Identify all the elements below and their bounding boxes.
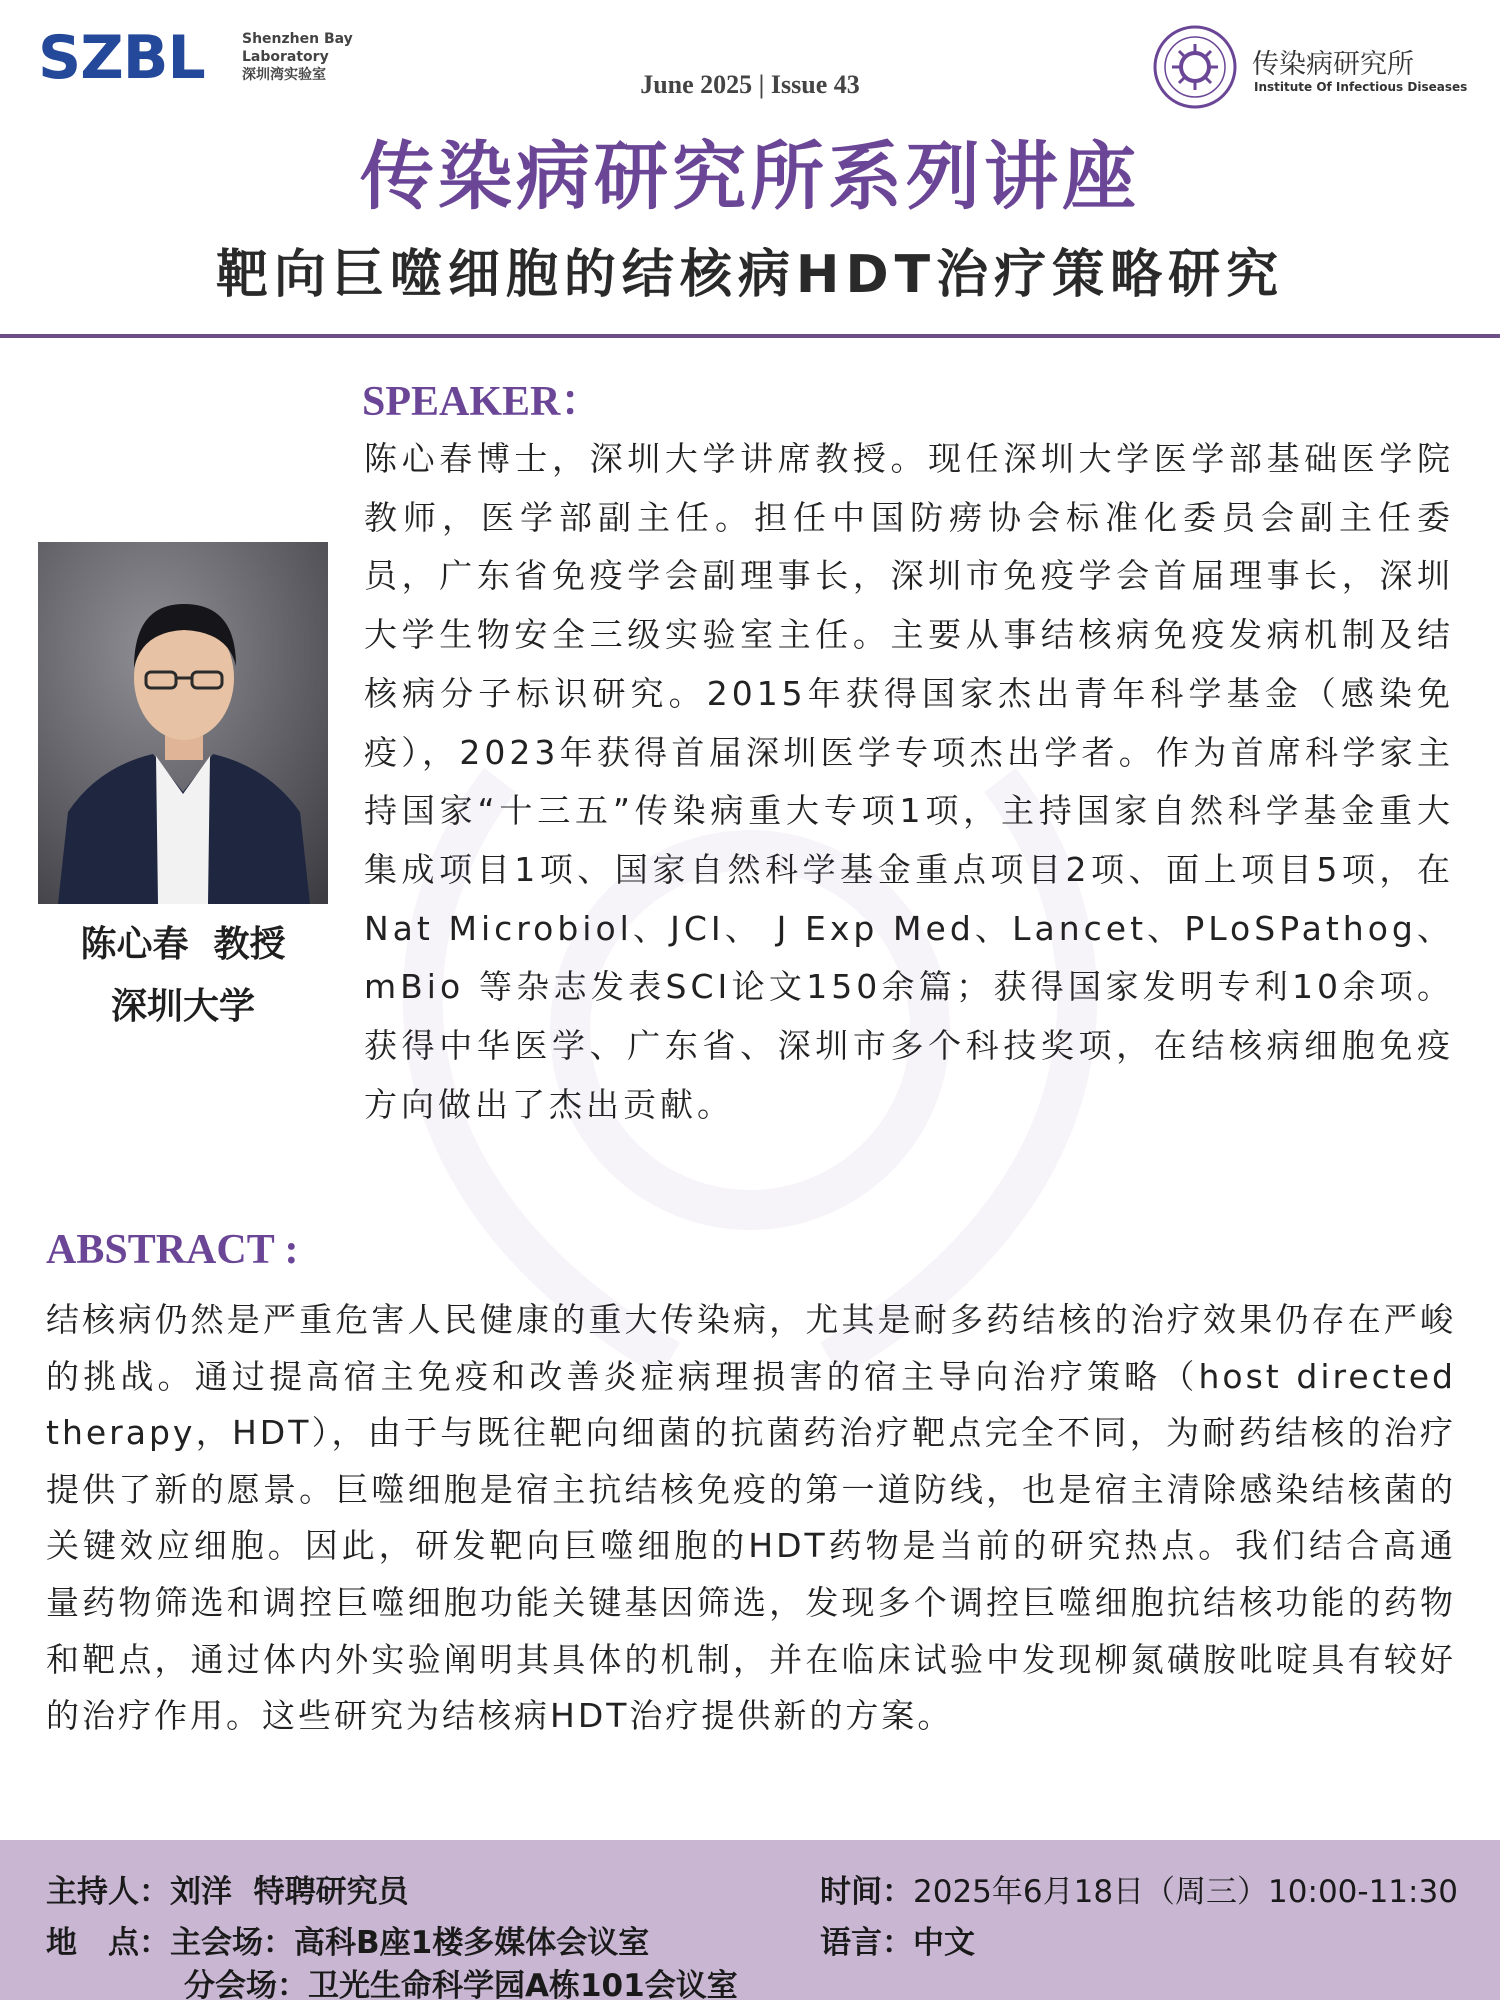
szbl-name-en-2: Laboratory [242,49,329,65]
host-row [46,1866,409,1911]
speaker-bio: 陈心春博士，深圳大学讲席教授。现任深圳大学医学部基础医学院教师，医学部副主任。担任中国防痨协会标准化委员会副主任委员，广东省免疫学会副理事长，深圳市免疫学会首届理事长，深圳大学生物安全三级实验室主任。主要从事结核病免疫发病机制及结核病分子标识研究。2015年获得国家杰出青年科学基金（感染免疫），2023年获得首届深圳医学专项杰出学者。作为首席科学家主持国家“十三五”传染病重大专项1项，主持国家自然科学基金重大集成项目1项、国家自然科学基金重点项目2项、面上项目5项，在Nat Microbiol、JCI、 J Exp Med、Lancet、PLoSPathog、mBio 等杂志发表SCI论文150余篇；获得国家发明专利10余项。获得中华医学、广东省、深圳市多个科技奖项，在结核病细胞免疫方向做出了杰出贡献。 [364,439,1454,1124]
venue-main-value: 高科B座1楼多媒体会议室 [294,1925,650,1961]
lecture-subtitle: 靶向巨噬细胞的结核病HDT治疗策略研究 [215,245,1285,305]
language-value: 中文 [913,1925,975,1961]
venue-branch-row [184,1960,738,2005]
abstract-heading: ABSTRACT : [46,1227,299,1273]
venue-label: 地 点： [46,1925,170,1961]
issue-line: June 2025 | Issue 43 [640,70,860,99]
language-row [820,1917,975,1962]
abstract-text: 结核病仍然是严重危害人民健康的重大传染病，尤其是耐多药结核的治疗效果仍存在严峻的挑战。通过提高宿主免疫和改善炎症病理损害的宿主导向治疗策略（host directed therapy，HDT），由于与既往靶向细菌的抗菌药治疗靶点完全不同，为耐药结核的治疗提供了新的愿景。巨噬细胞是宿主抗结核免疫的第一道防线，也是宿主清除感染结核菌的关键效应细胞。因此，研发靶向巨噬细胞的HDT药物是当前的研究热点。我们结合高通量药物筛选和调控巨噬细胞功能关键基因筛选，发现多个调控巨噬细胞抗结核功能的药物和靶点，通过体内外实验阐明其具体的机制，并在临床试验中发现柳氮磺胺吡啶具有较好的治疗作用。这些研究为结核病HDT治疗提供新的方案。 [46,1300,1456,1736]
header-divider [0,334,1500,338]
szbl-mark: SZBL [38,23,205,93]
speaker-affiliation: 深圳大学 [110,986,255,1027]
time-value: 2025年6月18日（周三）10:00-11:30 [913,1874,1458,1910]
page-title: 传染病研究所系列讲座 [360,134,1140,220]
venue-row [46,1917,649,1962]
speaker-name: 陈心春 教授 [80,924,286,965]
szbl-name [242,30,353,84]
institute-name-en: Institute Of Infectious Diseases [1254,80,1468,94]
szbl-name-en-1: Shenzhen Bay [242,31,353,47]
venue-branch-label: 分会场： [184,1968,308,2004]
host-value: 刘洋 特聘研究员 [170,1874,409,1910]
host-label: 主持人： [46,1874,170,1910]
time-row [820,1866,1458,1911]
speaker-heading: SPEAKER： [362,379,603,425]
speaker-photo [38,542,328,904]
szbl-name-cn: 深圳湾实验室 [242,67,326,83]
speaker-name-block [38,914,328,1038]
institute-seal-icon [1152,24,1238,110]
institute-logo [1152,24,1482,104]
institute-name-cn: 传染病研究所 [1252,49,1414,80]
language-label: 语言： [820,1925,913,1961]
venue-main-label: 主会场： [170,1925,294,1961]
venue-branch-value: 卫光生命科学园A栋101会议室 [308,1968,738,2004]
event-info-footer [0,1840,1500,2004]
time-label: 时间： [820,1874,913,1910]
szbl-logo [38,23,358,96]
